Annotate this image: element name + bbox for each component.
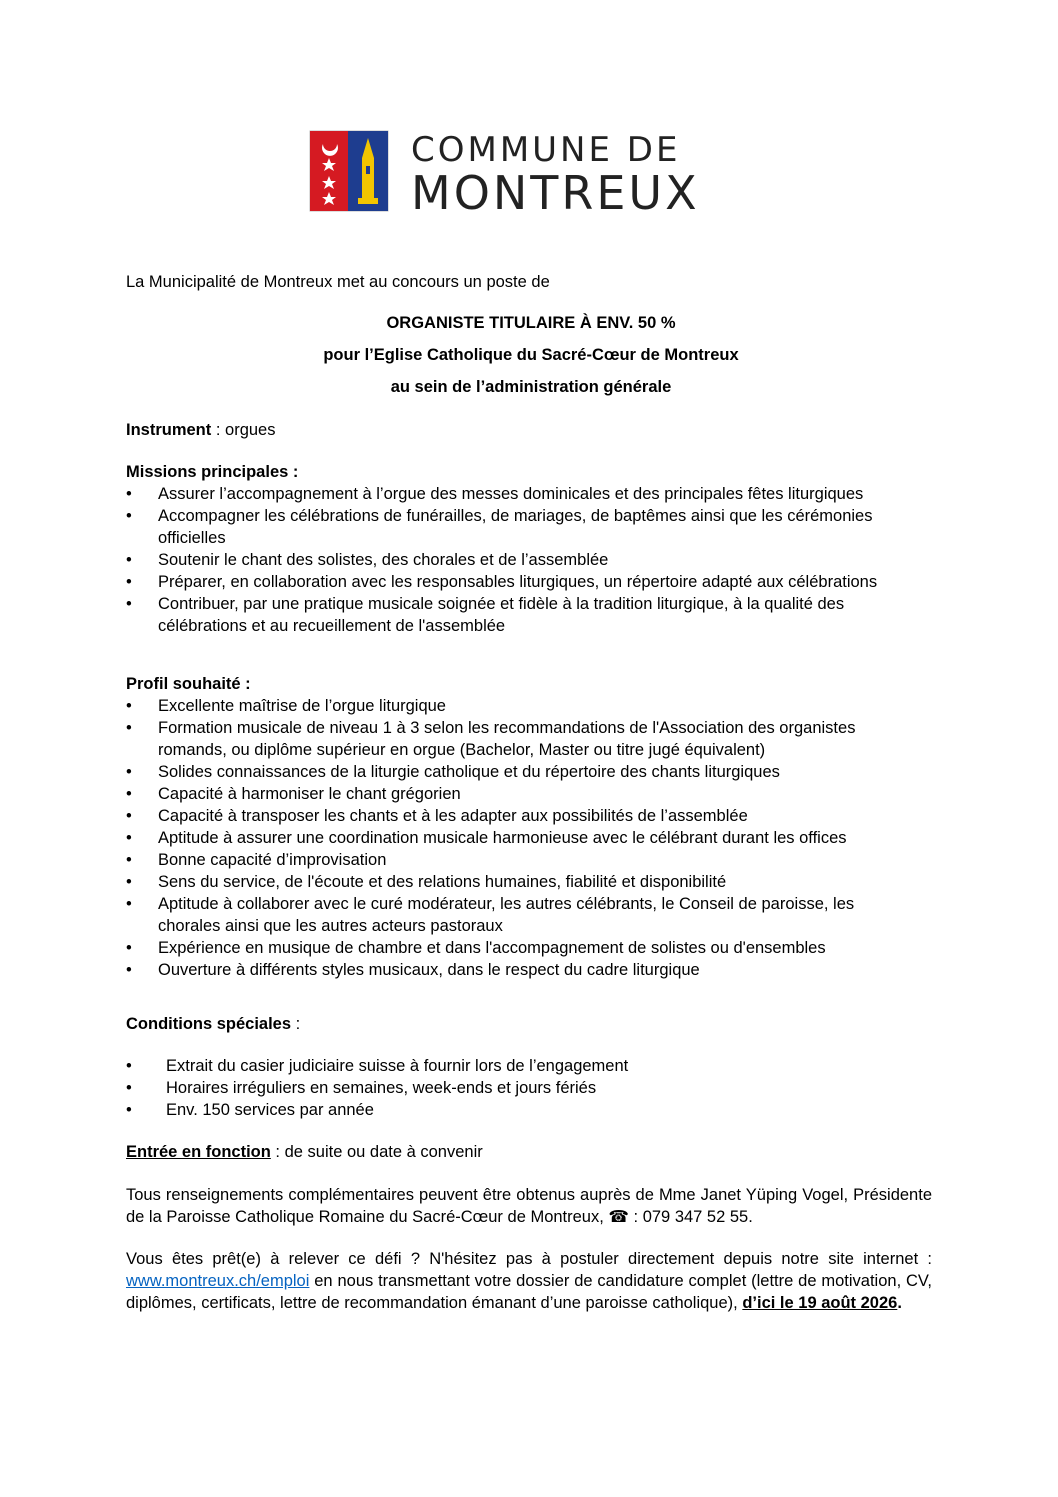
instrument-line (126, 419, 275, 441)
postuler-text-before: Vous êtes prêt(e) à relever ce défi ? N'hésitez pas à postuler directement depuis notre site internet : (126, 1250, 932, 1268)
list-item: • Bonne capacité d’improvisation (126, 849, 916, 871)
entree-label: Entrée en fonction (126, 1143, 271, 1161)
missions-list (126, 483, 916, 637)
deadline: d’ici le 19 août 2026 (742, 1294, 898, 1312)
job-title: ORGANISTE TITULAIRE À ENV. 50 % (386, 314, 676, 332)
list-item: • Préparer, en collaboration avec les responsables liturgiques, un répertoire adapté aux célébrations (126, 571, 916, 593)
list-item: • Expérience en musique de chambre et dans l'accompagnement de solistes ou d'ensembles (126, 937, 916, 959)
list-item: • Aptitude à assurer une coordination musicale harmonieuse avec le célébrant durant les offices (126, 827, 916, 849)
list-item: • Capacité à transposer les chants et à les adapter aux possibilités de l’assemblée (126, 805, 916, 827)
list-item: • Formation musicale de niveau 1 à 3 selon les recommandations de l'Association des organistes romands, ou diplôme supérieur en orgue (Bachelor, Master ou titre jugé équivalent) (126, 717, 916, 761)
list-item: • Contribuer, par une pratique musicale soignée et fidèle à la tradition liturgique, à la qualité des célébrations et au recueillement de l'assemblée (126, 593, 916, 637)
list-item: • Ouverture à différents styles musicaux, dans le respect du cadre liturgique (126, 959, 916, 981)
conditions-list (126, 1055, 916, 1121)
commune-logo (309, 130, 759, 220)
list-item: • Capacité à harmoniser le chant grégorien (126, 783, 916, 805)
job-subtitle: pour l’Eglise Catholique du Sacré-Cœur de Montreux (323, 346, 739, 364)
postuler-text-after: en nous transmettant votre dossier de candidature complet (lettre de motivation, CV, diplômes, certificats, lettre de recommandation émanant d’une paroisse catholique), (126, 1272, 932, 1312)
profil-heading: Profil souhaité : (126, 675, 251, 693)
renseignements-paragraph: Tous renseignements complémentaires peuvent être obtenus auprès de Mme Janet Yüping Vogel, Présidente de la Paroisse Catholique Romaine du Sacré-Cœur de Montreux, ☎ : 079 347 52 55. (126, 1186, 932, 1226)
list-item: • Solides connaissances de la liturgie catholique et du répertoire des chants liturgiques (126, 761, 916, 783)
profil-list (126, 695, 916, 981)
job-department: au sein de l’administration générale (390, 378, 672, 396)
conditions-heading: Conditions spéciales (126, 1015, 292, 1033)
entree-value: : de suite ou date à convenir (270, 1143, 483, 1161)
list-item: • Aptitude à collaborer avec le curé modérateur, les autres célébrants, le Conseil de paroisse, les chorales ainsi que les autres acteurs pastoraux (126, 893, 916, 937)
entree-line (126, 1141, 483, 1163)
list-item: • Extrait du casier judiciaire suisse à fournir lors de l’engagement (126, 1055, 916, 1077)
logo-line1: COMMUNE DE (411, 130, 681, 170)
list-item: • Accompagner les célébrations de funérailles, de mariages, de baptêmes ainsi que les cérémonies officielles (126, 505, 916, 549)
list-item: • Env. 150 services par année (126, 1099, 916, 1121)
missions-heading: Missions principales : (126, 463, 299, 481)
postuler-paragraph (126, 1248, 932, 1314)
montreux-coat-of-arms-icon (309, 130, 389, 212)
list-item: • Assurer l’accompagnement à l’orgue des messes dominicales et des principales fêtes liturgiques (126, 483, 916, 505)
postuler-end: . (897, 1294, 902, 1312)
instrument-label: Instrument (126, 421, 212, 439)
emploi-link[interactable]: www.montreux.ch/emploi (126, 1272, 310, 1290)
conditions-heading-line (126, 1013, 300, 1035)
list-item: • Excellente maîtrise de l’orgue liturgique (126, 695, 916, 717)
intro-text: La Municipalité de Montreux met au concours un poste de (126, 273, 550, 291)
instrument-value: : orgues (211, 421, 276, 439)
logo-line2: MONTREUX (411, 166, 700, 220)
conditions-suffix: : (291, 1015, 301, 1033)
list-item: • Sens du service, de l'écoute et des relations humaines, fiabilité et disponibilité (126, 871, 916, 893)
list-item: • Soutenir le chant des solistes, des chorales et de l’assemblée (126, 549, 916, 571)
list-item: • Horaires irréguliers en semaines, week-ends et jours fériés (126, 1077, 916, 1099)
